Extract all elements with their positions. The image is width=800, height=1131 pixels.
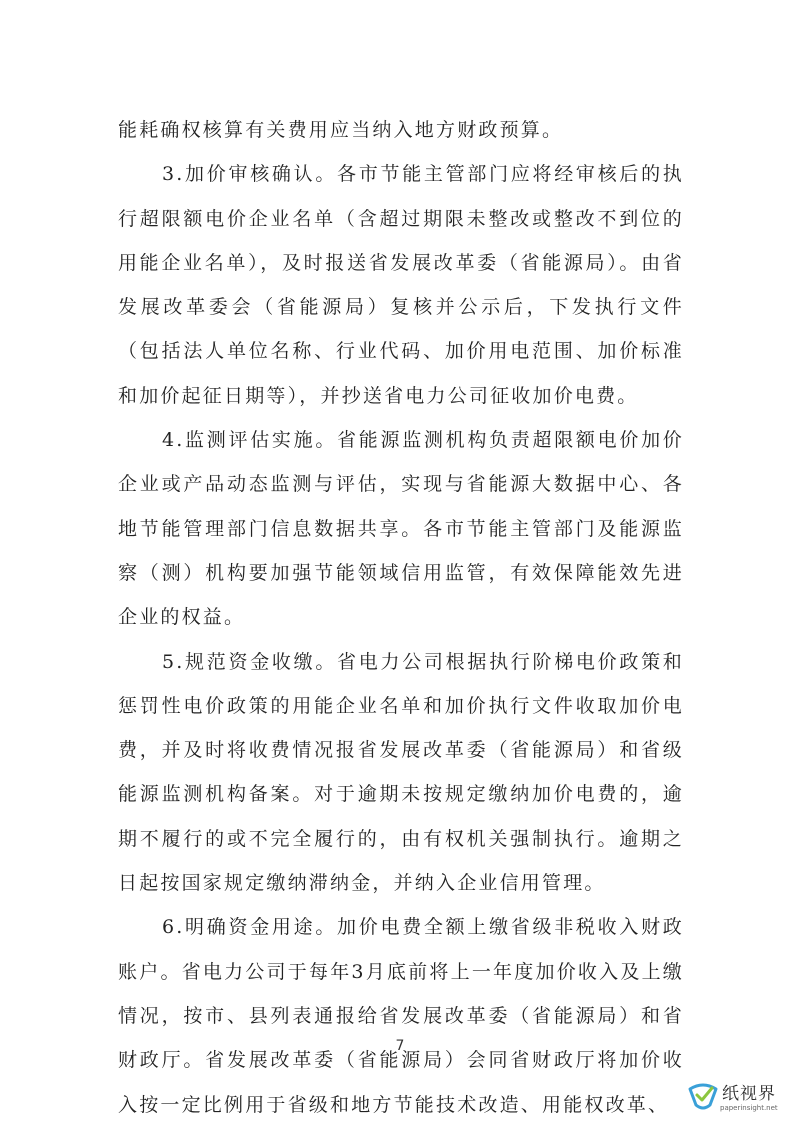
watermark [686,1075,786,1123]
document-body [118,108,684,1127]
watermark-brand: 纸视界 [722,1084,776,1104]
paragraph-item-5: 5.规范资金收缴。省电力公司根据执行阶梯电价政策和惩罚性电价政策的用能企业名单和加价执行文件收取加价电费，并及时将收费情况报省发展改革委（省能源局）和省级能源监测机构备案。对于逾期未按规定缴纳加价电费的，逾期不履行的或不完全履行的，由有权机关强制执行。逾期之日起按国家规定缴纳滞纳金，并纳入企业信用管理。 [118,650,684,895]
paragraph-item-3: 3.加价审核确认。各市节能主管部门应将经审核后的执行超限额电价企业名单（含超过期限未整改或整改不到位的用能企业名单），及时报送省发展改革委（省能源局）。由省发展改革委会（省能源局）复核并公示后，下发执行文件（包括法人单位名称、行业代码、加价用电范围、加价标准和加价起征日期等），并抄送省电力公司征收加价电费。 [118,163,684,407]
paragraph-item-4: 4.监测评估实施。省能源监测机构负责超限额电价加价企业或产品动态监测与评估，实现与省能源大数据中心、各地节能管理部门信息数据共享。各市节能主管部门及能源监察（测）机构要加强节能领域信用监管，有效保障能效先进企业的权益。 [118,429,684,629]
paperinsight-logo-icon [686,1079,720,1113]
paragraph-continuation: 能耗确权核算有关费用应当纳入地方财政预算。 [118,119,564,141]
paragraph-item-6: 6.明确资金用途。加价电费全额上缴省级非税收入财政账户。省电力公司于每年3月底前将上一年度加价收入及上缴情况，按市、县列表通报给省发展改革委（省能源局）和省财政厅。省发展改革委（省能源局）会同省财政厅将加价收入按一定比例用于省级和地方节能技术改造、用能权改革、 [118,916,684,1116]
watermark-url: paperinsight.net [720,1104,778,1112]
page-number: 7 [395,1038,405,1054]
